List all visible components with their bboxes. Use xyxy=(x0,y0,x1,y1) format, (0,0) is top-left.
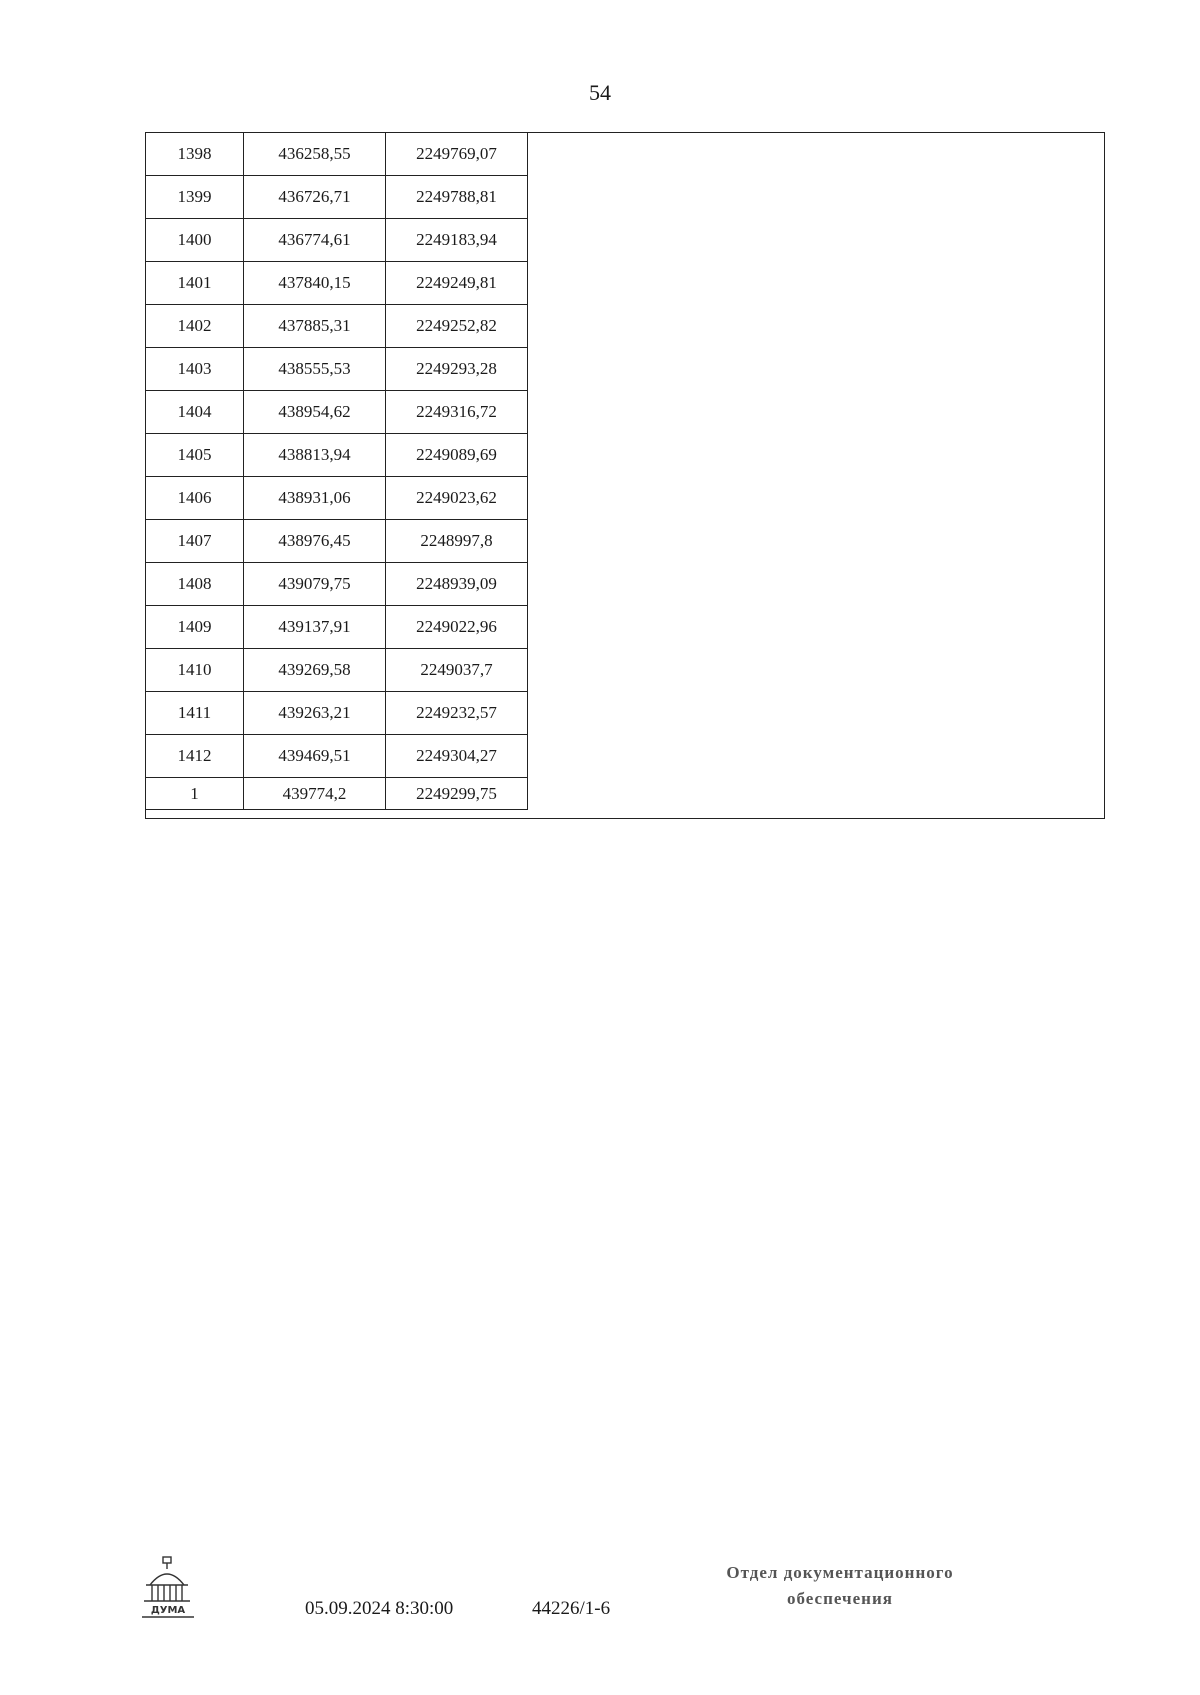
point-number-cell: 1401 xyxy=(146,262,244,305)
y-coordinate-cell: 2249316,72 xyxy=(386,391,528,434)
y-coordinate-cell: 2249769,07 xyxy=(386,133,528,176)
footer-department-line1: Отдел документационного xyxy=(726,1563,954,1582)
table-row xyxy=(146,692,528,735)
table-row xyxy=(146,520,528,563)
point-number-cell: 1398 xyxy=(146,133,244,176)
x-coordinate-cell: 438555,53 xyxy=(244,348,386,391)
x-coordinate-cell: 439263,21 xyxy=(244,692,386,735)
point-number-cell: 1 xyxy=(146,778,244,810)
point-number-cell: 1406 xyxy=(146,477,244,520)
x-coordinate-cell: 436258,55 xyxy=(244,133,386,176)
y-coordinate-cell: 2249232,57 xyxy=(386,692,528,735)
table-row xyxy=(146,563,528,606)
y-coordinate-cell: 2249252,82 xyxy=(386,305,528,348)
table-row xyxy=(146,735,528,778)
point-number-cell: 1399 xyxy=(146,176,244,219)
x-coordinate-cell: 438976,45 xyxy=(244,520,386,563)
y-coordinate-cell: 2249183,94 xyxy=(386,219,528,262)
table-row xyxy=(146,434,528,477)
point-number-cell: 1412 xyxy=(146,735,244,778)
point-number-cell: 1403 xyxy=(146,348,244,391)
x-coordinate-cell: 438954,62 xyxy=(244,391,386,434)
page-number: 54 xyxy=(589,80,611,105)
point-number-cell: 1404 xyxy=(146,391,244,434)
x-coordinate-cell: 438931,06 xyxy=(244,477,386,520)
y-coordinate-cell: 2249023,62 xyxy=(386,477,528,520)
x-coordinate-cell: 439137,91 xyxy=(244,606,386,649)
y-coordinate-cell: 2249788,81 xyxy=(386,176,528,219)
point-number-cell: 1405 xyxy=(146,434,244,477)
table-row xyxy=(146,391,528,434)
x-coordinate-cell: 437840,15 xyxy=(244,262,386,305)
footer-department-line2: обеспечения xyxy=(787,1589,893,1608)
x-coordinate-cell: 436726,71 xyxy=(244,176,386,219)
x-coordinate-cell: 439774,2 xyxy=(244,778,386,810)
x-coordinate-cell: 436774,61 xyxy=(244,219,386,262)
point-number-cell: 1410 xyxy=(146,649,244,692)
point-number-cell: 1411 xyxy=(146,692,244,735)
coordinates-table xyxy=(145,132,528,810)
table-row xyxy=(146,262,528,305)
y-coordinate-cell: 2248939,09 xyxy=(386,563,528,606)
table-row xyxy=(146,219,528,262)
table-row xyxy=(146,305,528,348)
x-coordinate-cell: 437885,31 xyxy=(244,305,386,348)
table-row xyxy=(146,133,528,176)
y-coordinate-cell: 2249299,75 xyxy=(386,778,528,810)
table-row xyxy=(146,348,528,391)
y-coordinate-cell: 2249249,81 xyxy=(386,262,528,305)
point-number-cell: 1402 xyxy=(146,305,244,348)
footer-department-stamp xyxy=(690,1560,990,1612)
y-coordinate-cell: 2249293,28 xyxy=(386,348,528,391)
table-row xyxy=(146,477,528,520)
table-row xyxy=(146,649,528,692)
x-coordinate-cell: 439079,75 xyxy=(244,563,386,606)
x-coordinate-cell: 438813,94 xyxy=(244,434,386,477)
point-number-cell: 1407 xyxy=(146,520,244,563)
footer-datetime: 05.09.2024 8:30:00 xyxy=(305,1598,454,1619)
point-number-cell: 1409 xyxy=(146,606,244,649)
y-coordinate-cell: 2249022,96 xyxy=(386,606,528,649)
x-coordinate-cell: 439269,58 xyxy=(244,649,386,692)
footer-registration-number: 44226/1-6 xyxy=(532,1598,611,1619)
duma-building-icon xyxy=(138,1555,200,1620)
table-row xyxy=(146,606,528,649)
y-coordinate-cell: 2248997,8 xyxy=(386,520,528,563)
table-row xyxy=(146,778,528,810)
stamp-text: ДУМА xyxy=(150,1605,186,1616)
y-coordinate-cell: 2249089,69 xyxy=(386,434,528,477)
point-number-cell: 1408 xyxy=(146,563,244,606)
point-number-cell: 1400 xyxy=(146,219,244,262)
x-coordinate-cell: 439469,51 xyxy=(244,735,386,778)
y-coordinate-cell: 2249037,7 xyxy=(386,649,528,692)
y-coordinate-cell: 2249304,27 xyxy=(386,735,528,778)
table-row xyxy=(146,176,528,219)
